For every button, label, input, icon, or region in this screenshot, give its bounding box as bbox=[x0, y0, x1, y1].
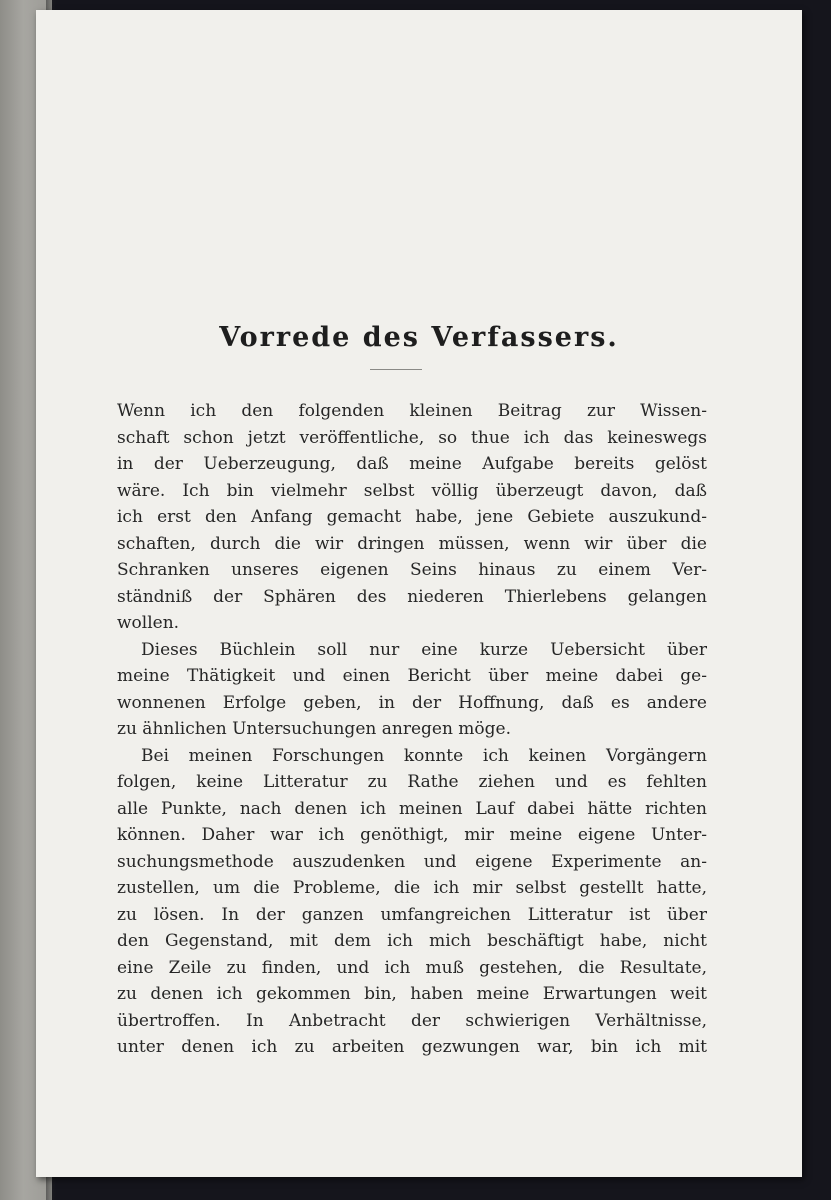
text-line: können. Daher war ich genöthigt, mir meine eigene Unter- bbox=[117, 825, 707, 845]
text-line: folgen, keine Litteratur zu Rathe ziehen und es fehlten bbox=[117, 772, 707, 792]
text-line: Bei meinen Forschungen konnte ich keinen Vorgängern bbox=[141, 745, 707, 766]
text-line: suchungsmethode auszudenken und eigene Experimente an- bbox=[117, 851, 707, 872]
title-divider bbox=[370, 369, 422, 370]
text-line: ständniß der Sphären des niederen Thierlebens gelangen bbox=[117, 586, 707, 607]
text-line: ich erst den Anfang gemacht habe, jene Gebiete auszukund- bbox=[117, 507, 707, 527]
text-line: zu lösen. In der ganzen umfangreichen Litteratur ist über bbox=[117, 904, 707, 925]
text-line: den Gegenstand, mit dem ich mich beschäftigt habe, nicht bbox=[117, 931, 707, 951]
text-line: unter denen ich zu arbeiten gezwungen war, bin ich mit bbox=[117, 1037, 707, 1057]
text-line: Schranken unseres eigenen Seins hinaus zu einem Ver- bbox=[117, 560, 707, 580]
text-line: schaften, durch die wir dringen müssen, wenn wir über die bbox=[117, 533, 707, 554]
body-text bbox=[117, 398, 707, 1061]
text-line: zu denen ich gekommen bin, haben meine Erwartungen weit bbox=[117, 984, 707, 1004]
text-line: eine Zeile zu finden, und ich muß gestehen, die Resultate, bbox=[117, 957, 707, 978]
text-line: zu ähnlichen Untersuchungen anregen möge. bbox=[117, 719, 511, 739]
text-line: übertroffen. In Anbetracht der schwierigen Verhältnisse, bbox=[117, 1010, 707, 1031]
text-line: zustellen, um die Probleme, die ich mir selbst gestellt hatte, bbox=[117, 878, 707, 898]
page-title: Vorrede des Verfassers. bbox=[219, 322, 619, 353]
text-line: meine Thätigkeit und einen Bericht über meine dabei ge- bbox=[117, 666, 707, 686]
text-line: wäre. Ich bin vielmehr selbst völlig überzeugt davon, daß bbox=[117, 480, 707, 501]
text-line: schaft schon jetzt veröffentliche, so thue ich das keineswegs bbox=[117, 427, 707, 448]
text-line: wollen. bbox=[117, 613, 180, 633]
text-line: wonnenen Erfolge geben, in der Hoffnung, daß es andere bbox=[117, 692, 707, 713]
text-line: alle Punkte, nach denen ich meinen Lauf dabei hätte richten bbox=[117, 798, 707, 819]
book-page bbox=[36, 10, 802, 1177]
text-line: in der Ueberzeugung, daß meine Aufgabe bereits gelöst bbox=[117, 454, 707, 474]
text-line: Wenn ich den folgenden kleinen Beitrag zur Wissen- bbox=[117, 401, 707, 421]
text-line: Dieses Büchlein soll nur eine kurze Uebersicht über bbox=[141, 639, 707, 660]
